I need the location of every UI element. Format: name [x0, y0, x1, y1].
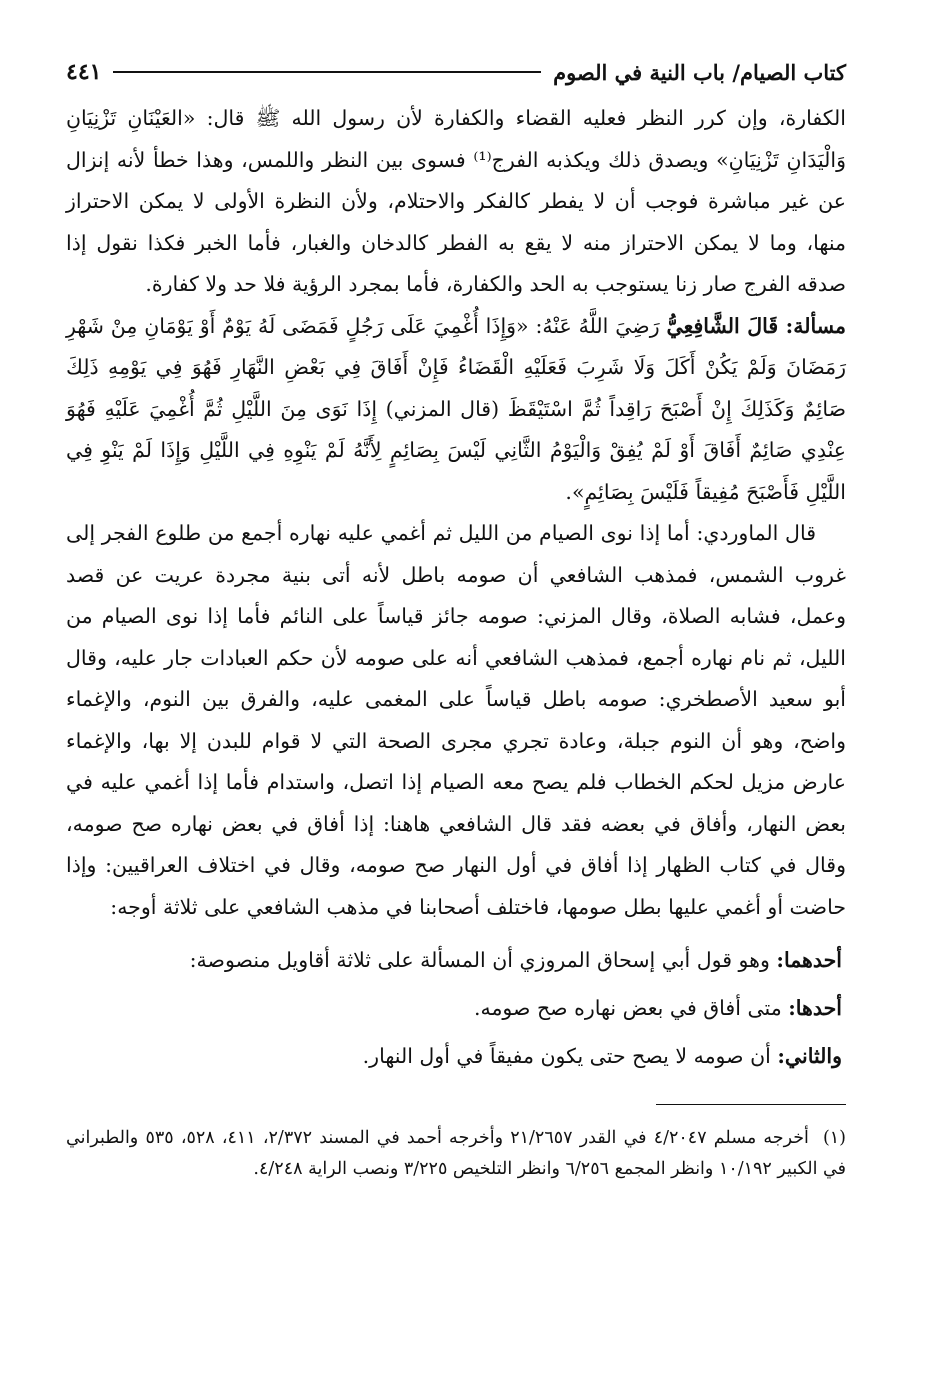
main-text	[66, 98, 846, 928]
page-number: ٤٤١	[66, 59, 102, 85]
opinions-list	[66, 938, 846, 1078]
book-page	[66, 52, 846, 1362]
opinion-text: وهو قول أبي إسحاق المروزي أن المسألة على ثلاثة أقاويل منصوصة:	[189, 948, 770, 972]
footnote-text: أخرجه مسلم ٤/٢٠٤٧ في القدر ٢١/٢٦٥٧ وأخرجه أحمد في المسند ٢/٣٧٢، ٤١١، ٥٢٨، ٥٣٥ والطبراني في الكبير ١٠/١٩٢ وانظر المجمع ٦/٢٥٦ وانظر التلخيص ٣/٢٢٥ ونصب الراية ٤/٢٤٨.	[66, 1128, 846, 1179]
opinion-text: متى أفاق في بعض نهاره صح صومه.	[473, 996, 782, 1020]
running-header	[66, 52, 846, 92]
opinion-item	[66, 1034, 846, 1078]
opinion-label: أحدهما:	[776, 948, 842, 972]
opinion-text: أن صومه لا يصح حتى يكون مفيقاً في أول النهار.	[362, 1044, 771, 1068]
opinion-label: أحدها:	[788, 996, 842, 1020]
paragraph-masala	[66, 306, 846, 514]
opinion-item	[66, 986, 846, 1030]
paragraph-kaffara: الكفارة، وإن كرر النظر فعليه القضاء والكفارة لأن رسول الله ﷺ قال: «العَيْنَانِ تَزْنِيَانِ وَالْيَدَانِ تَزْنِيَانِ» ويصدق ذلك ويكذبه الفرج⁽¹⁾ فسوى بين النظر واللمس، وهذا خطأ لأنه إنزال عن غير مباشرة فوجب أن لا يفطر كالفكر والاحتلام، ولأن النظرة الأولى لا يمكن الاحتراز منها، وما لا يمكن الاحتراز منه لا يقع به الفطر كالدخان والغبار، فأما الخبر فكذا نقول إذا صدقه الفرج صار زنا يستوجب به الحد والكفارة، فأما بمجرد الرؤية فلا حد ولا كفارة.	[66, 106, 846, 296]
opinion-label: والثاني:	[777, 1044, 842, 1068]
paragraph-mawardi: قال الماوردي: أما إذا نوى الصيام من الليل ثم أغمي عليه نهاره أجمع من طلوع الفجر إلى غروب الشمس، فمذهب الشافعي أن صومه باطل لأنه أتى بنية مجردة عريت عن قصد وعمل، فشابه الصلاة، وقال المزني: صومه جائز قياساً على النائم فأما إذا نوى الصيام من الليل، ثم نام نهاره أجمع، فمذهب الشافعي أنه على صومه لأن حكم العبادات جار عليه، وقال أبو سعيد الأصطخري: صومه باطل قياساً على المغمى عليه، والفرق بين النوم، والإغماء واضح، وهو أن النوم جبلة، وعادة تجري مجرى الصحة التي لا قوام للبدن إلا بها، والإغماء عارض مزيل لحكم الخطاب فلم يصح معه الصيام إذا اتصل، واستدام فأما إذا أغمي عليه في بعض النهار، وأفاق في بعضه فقد قال الشافعي هاهنا: إذا أفاق في بعض نهاره صح صومه، وقال في كتاب الظهار إذا أفاق في أول النهار صح صومه، وقال في اختلاف العراقيين: وإذا حاضت أو أغمي عليها بطل صومها، فاختلف أصحابنا في مذهب الشافعي على ثلاثة أوجه:	[66, 521, 846, 919]
footnote-separator	[656, 1104, 846, 1105]
masala-heading: مسألة: قَالَ الشَّافِعِيُّ	[666, 313, 846, 338]
footnote-marker: (١)	[822, 1128, 846, 1148]
opinion-item	[66, 938, 846, 982]
masala-text: رَضِيَ اللَّهُ عَنْهُ: «وَإِذَا أُغْمِيَ عَلَى رَجُلٍ فَمَضَى لَهُ يَوْمٌ أَوْ يَوْمَانِ مِنْ شَهْرِ رَمَضَانَ وَلَمْ يَكُنْ أَكَلَ وَلَا شَرِبَ فَعَلَيْهِ الْقَضَاءُ فَإِنْ أَفَاقَ فِي بَعْضِ النَّهَارِ فَهُوَ فِي يَوْمِهِ ذَلِكَ صَائِمٌ وَكَذَلِكَ إِنْ أَصْبَحَ رَاقِداً ثُمَّ اسْتَيْقَظَ (قال المزني) إِذَا نَوَى مِنَ اللَّيْلِ ثُمَّ أُغْمِيَ عَلَيْهِ فَهُوَ عِنْدِي صَائِمٌ أَفَاقَ أَوْ لَمْ يُفِقْ وَالْيَوْمُ الثَّانِي لَيْسَ بِصَائِمٍ لِأَنَّهُ لَمْ يَنْوِهِ فِي اللَّيْلِ وَإِذَا لَمْ يَنْوِ فِي اللَّيْلِ فَأَصْبَحَ مُفِيقاً فَلَيْسَ بِصَائِمٍ».	[66, 313, 846, 504]
footnote	[66, 1123, 846, 1185]
chapter-title: كتاب الصيام/ باب النية في الصوم	[553, 59, 846, 85]
header-rule	[113, 71, 541, 73]
